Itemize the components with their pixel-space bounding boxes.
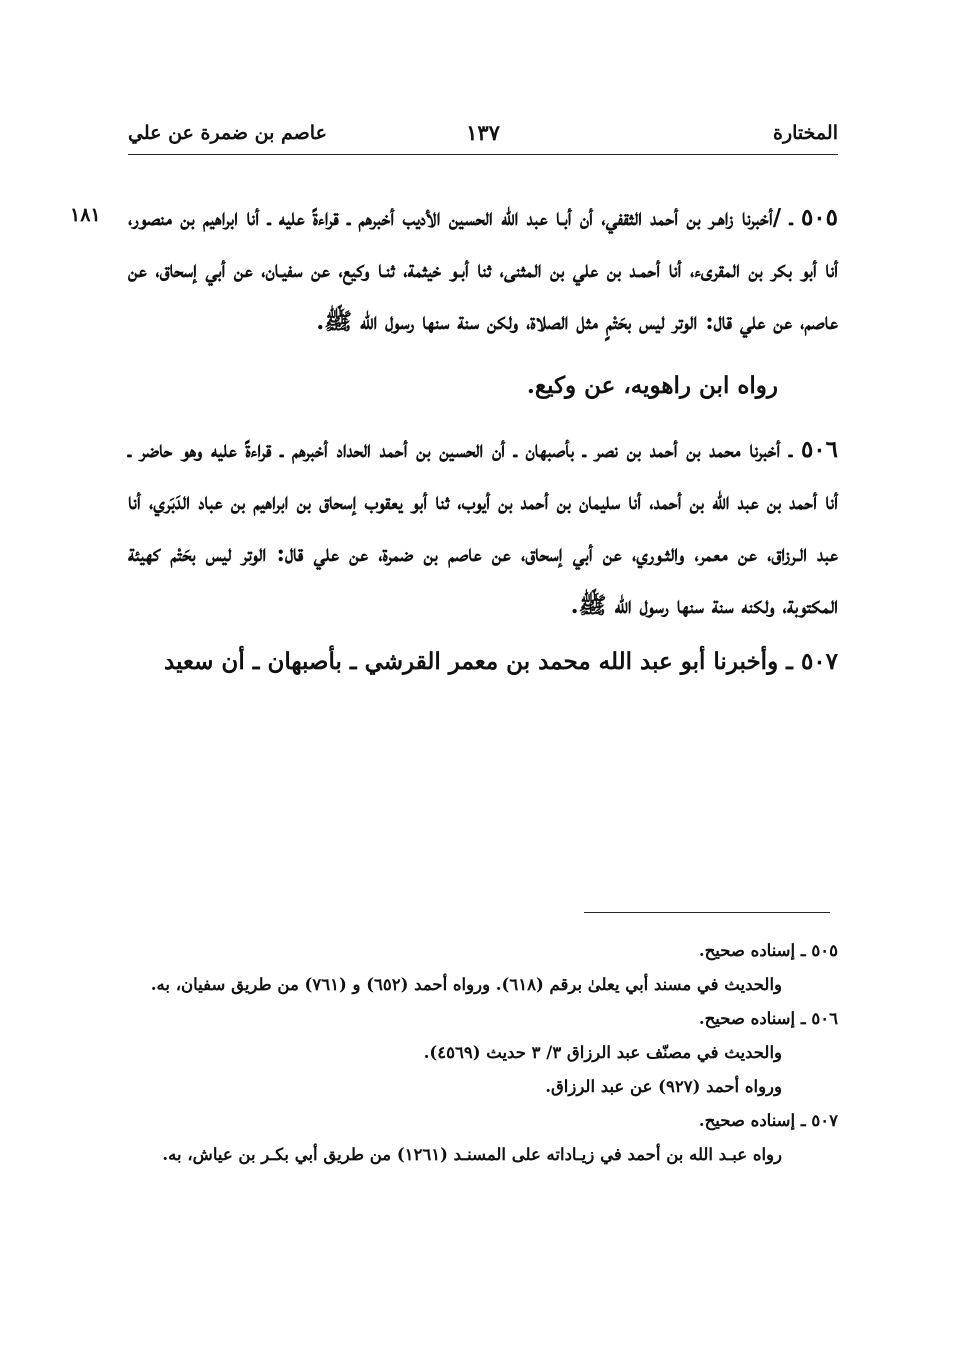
footnotes	[132, 934, 838, 1172]
footnote-505-body: والحديث في مسند أبي يعلىٰ برقم (٦١٨). ورواه أحمد (٦٥٢) و (٧٦١) من طريق سفيان، به.	[150, 975, 782, 994]
page-number: ١٣٧	[466, 120, 500, 145]
footnote-505-head: ٥٠٥ ـ إسناده صحيح.	[698, 941, 838, 960]
hadith-505-narration: رواه ابن راهويه، عن وكيع.	[526, 372, 778, 399]
book-title: المختارة	[773, 122, 838, 144]
running-header	[128, 114, 838, 155]
footnote-506-body-1: والحديث في مصنّف عبد الرزاق ٣/ ٣ حديث (٤٥٦٩).	[423, 1043, 782, 1062]
main-text	[128, 192, 838, 688]
footnote-separator	[584, 912, 830, 913]
footnote-506-body-2: ورواه أحمد (٩٢٧) عن عبد الرزاق.	[545, 1077, 782, 1096]
hadith-507: ٥٠٧ ـ وأخبرنا أبو عبد الله محمد بن معمر القرشي ـ بأصبهان ـ أن سعيد	[164, 648, 838, 675]
chapter-title: عاصم بن ضمرة عن علي	[128, 122, 327, 144]
hadith-505: ٥٠٥ ـ /أخبرنا زاهـر بن أحمد الثقفي، أن أبـا عبد الله الحسين الأديب أخبرهم ـ قراءةً عليه ـ أنا ابراهيم بن منصور، أنا أبو بكر بن المقرىء، أنا أحمـد بن علي بن المثنى، ثنا أبـو خيثمة، ثنـا وكيع، عن سفيـان، عن أبي إسحاق، عن عاصم، عن علي قال: الوتر ليس بحَتْمٍ مثل الصلاة، ولكن سنة سنها رسول الله ﷺ.	[128, 204, 838, 335]
footnote-507-body: رواه عبـد الله بن أحمد في زيـاداته على المسنـد (١٢٦١) من طريق أبي بكـر بن عياش، به.	[162, 1145, 782, 1164]
footnote-507-head: ٥٠٧ ـ إسناده صحيح.	[698, 1111, 838, 1130]
hadith-506: ٥٠٦ ـ أخبرنا محمد بن أحمد بن نصر ـ بأصبهان ـ أن الحسين بن أحمد الحداد أخبرهم ـ قراءةً عليه وهو حاضر ـ أنا أحمد بن عبد الله بن أحمد، أنا سليمان بن أحمد بن أيوب، ثنا أبو يعقوب إسحاق بن ابراهيم بن عباد الدَبَري، أنا عبد الـرزاق، عن معمر، والثـوري، عن أبي إسحاق، عن عاصم بن ضمرة، عن علي قال: الوتر ليس بحَتْم كهيئة المكتوبة، ولكنه سنة سنها رسول الله ﷺ.	[128, 436, 838, 619]
margin-page-reference: ١٨١	[70, 204, 101, 226]
footnote-506-head: ٥٠٦ ـ إسناده صحيح.	[698, 1009, 838, 1028]
